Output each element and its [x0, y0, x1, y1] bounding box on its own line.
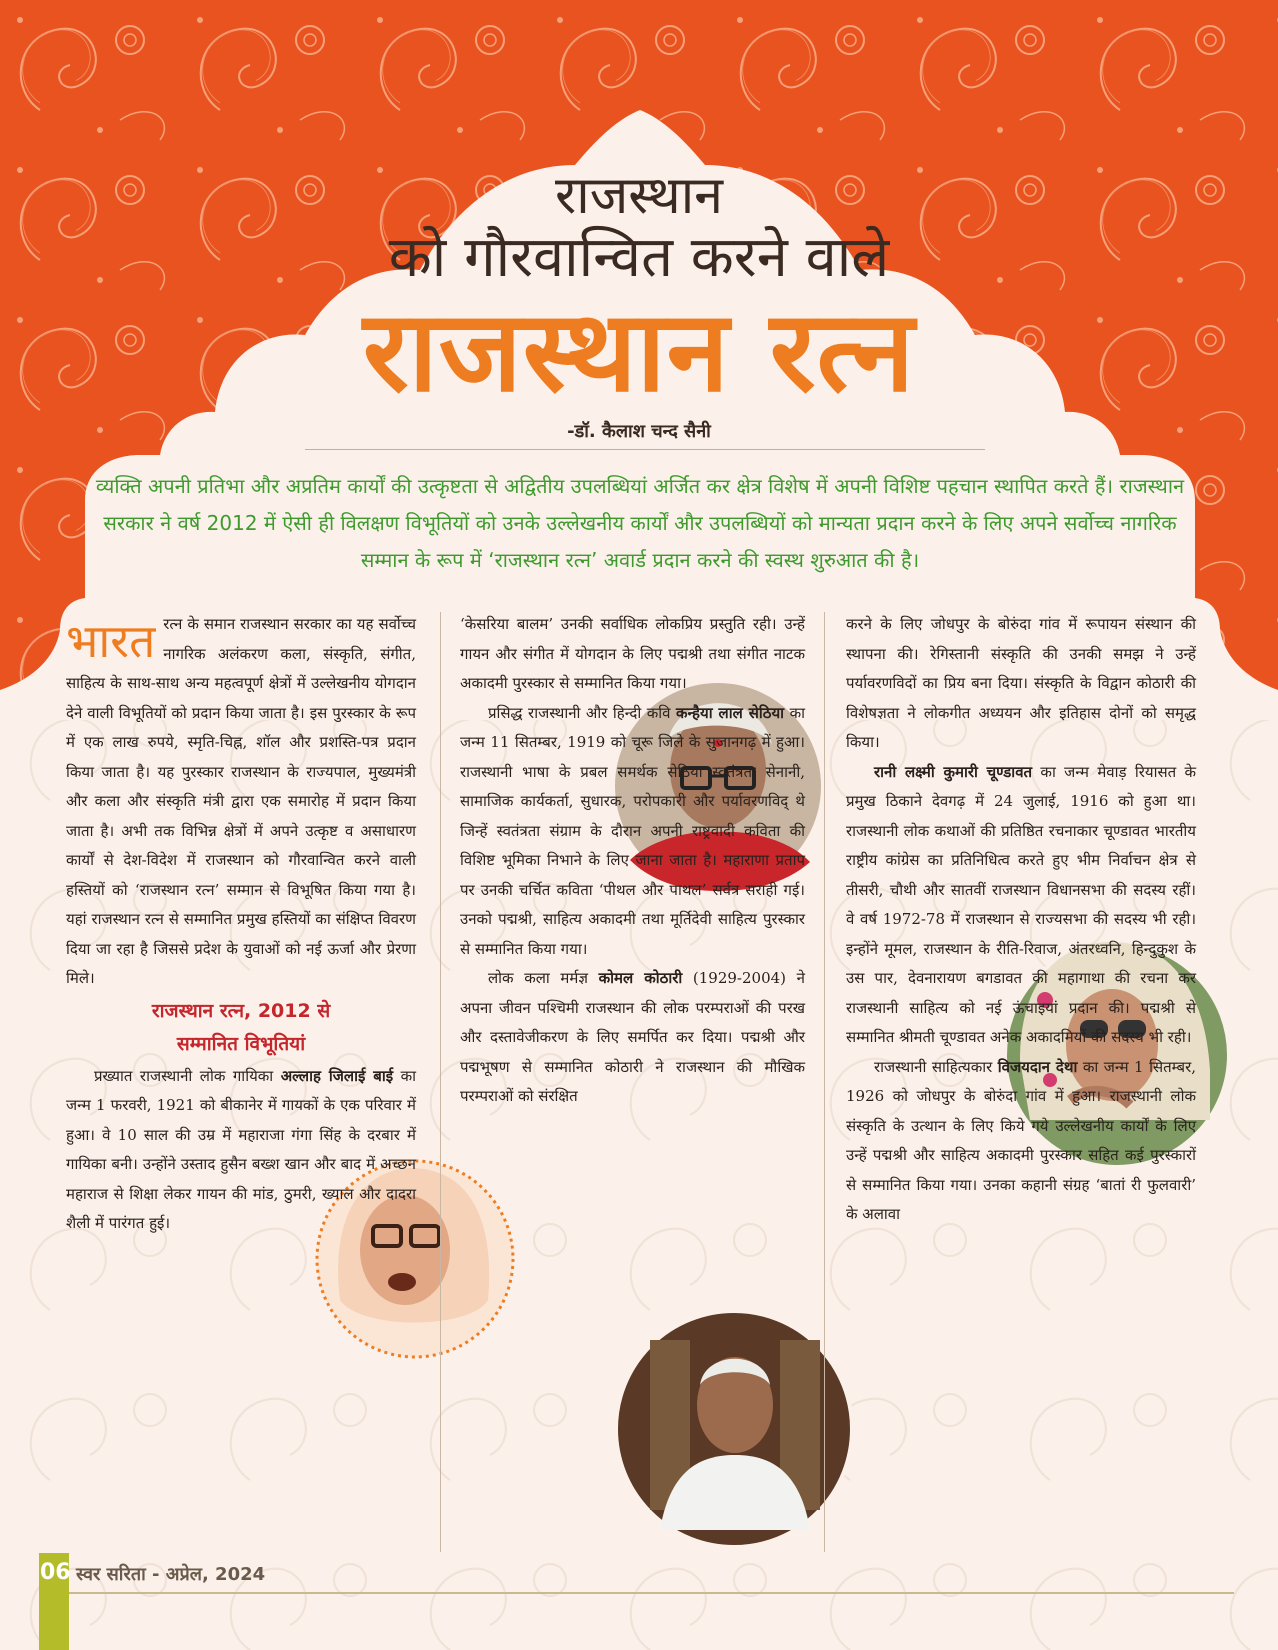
col2-para-3-text: (1929-2004) ने अपना जीवन पश्चिमी राजस्थान की लोक परम्पराओं की परख और दस्तावेजीकरण के लिए समर्पित कर दिया। पद्मश्री और पद्मभूषण से सम्मानित कोठारी ने राजस्थान की मौखिक परम्पराओं को संरक्षित — [460, 969, 805, 1105]
col1-para-2-intro: प्रख्यात राजस्थानी लोक गायिका — [94, 1066, 274, 1085]
col2-para-2-text: का जन्म 11 सितम्बर, 1919 को चूरू जिले के सुजानगढ़ में हुआ। राजस्थानी भाषा के प्रबल समर्थक सेठिया स्वतंत्रता सेनानी, सामाजिक कार्यकर्ता, सुधारक, परोपकारी और पर्यावरणविद् थे जिन्हें स्वतंत्रता संग्राम के दौरान अपनी राष्ट्रवादी कविता की विशिष्ट भूमिका निभाने के लिए जाना जाता है। महाराणा प्रताप पर उनकी चर्चित कविता ‘पीथल और पाथल’ सर्वत्र सराही गई। उनको पद्मश्री, साहित्य अकादमी तथा मूर्तिदेवी साहित्य पुरस्कार से सम्मानित किया गया। — [460, 703, 805, 958]
col1-para-1-text: रत्न के समान राजस्थान सरकार का यह सर्वोच्च नागरिक अलंकरण कला, संस्कृति, संगीत, साहित्य के साथ-साथ अन्य महत्वपूर्ण क्षेत्रों में उल्लेखनीय योगदान देने वाली विभूतियों को प्रदान किया जाता है। इस पुरस्कार के रूप में एक लाख रुपये, स्मृति-चिह्न, शॉल और प्रशस्ति-पत्र प्रदान किया जाता है। यह पुरस्कार राजस्थान के राज्यपाल, मुख्यमंत्री और कला और संस्कृति मंत्री द्वारा एक समारोह में प्रदान किया जाता है। अभी तक विभिन्न क्षेत्रों में अपने उत्कृष्ट व असाधारण कार्यों से देश-विदेश में राजस्थान को गौरवान्वित करने वाली हस्तियों को ‘राजस्थान रत्न’ सम्मान से विभूषित किया गया है। यहां राजस्थान रत्न से सम्मानित प्रमुख हस्तियों का संक्षिप्त विवरण दिया जा रहा है जिससे प्रदेश के युवाओं को नई ऊर्जा और प्रेरणा मिले। — [66, 615, 416, 987]
column-divider-2 — [824, 612, 825, 1552]
name-allah-jilai-bai: अल्लाह जिलाई बाई — [280, 1066, 394, 1085]
footer-rule — [69, 1592, 1234, 1594]
col3-para-1: करने के लिए जोधपुर के बोरुंदा गांव में रूपायन संस्थान की स्थापना की। रेगिस्तानी संस्कृति की उनकी समझ ने उन्हें पर्यावरणविदों का प्रिय बना दिया। संस्कृति के विद्वान कोठारी की विशेषज्ञता ने लोकगीत अध्ययन और इतिहास दोनों को समृद्ध किया। — [846, 615, 1196, 751]
col2-para-1: ‘केसरिया बालम’ उनकी सर्वाधिक लोकप्रिय प्रस्तुति रही। उन्हें गायन और संगीत में योगदान के लिए पद्मश्री तथा संगीत नाटक अकादमी पुरस्कार से सम्मानित किया गया। — [460, 615, 805, 692]
title-line-2: को गौरवान्वित करने वाले — [388, 225, 890, 290]
col2-para-3-intro: लोक कला मर्मज्ञ — [488, 969, 588, 987]
author-byline: -डॉ. कैलाश चन्द सैनी — [567, 421, 711, 442]
col3-para-2 — [846, 758, 1196, 1053]
column-1 — [66, 610, 416, 1239]
col1-para-1 — [66, 610, 416, 994]
title-line-1: राजस्थान — [554, 166, 724, 226]
col2-para-2-intro: प्रसिद्ध राजस्थानी और हिन्दी कवि — [488, 703, 671, 722]
column-3 — [846, 610, 1196, 1230]
col3-para-3 — [846, 1053, 1196, 1230]
footer-publication: स्वर सरिता - अप्रेल, 2024 — [76, 1564, 266, 1585]
col2-para-3 — [460, 964, 805, 1112]
col3-para-2-text: का जन्म मेवाड़ रियासत के प्रमुख ठिकाने देवगढ़ में 24 जुलाई, 1916 को हुआ था। राजस्थानी लोक कथाओं की प्रतिष्ठित रचनाकार चूण्डावत भारतीय राष्ट्रीय कांग्रेस का प्रतिनिधित्व करते हुए भीम निर्वाचन क्षेत्र से तीसरी, चौथी और सातवीं राजस्थान विधानसभा की सदस्य रहीं। वे वर्ष 1972-78 में राजस्थान से राज्यसभा की सदस्य भी रही। इन्होंने मूमल, राजस्थान के रीति-रिवाज, अंतरध्वनि, हिन्दुकुश के उस पार, देवनारायण बगडावत की महागाथा की रचना कर राजस्थानी साहित्य को नई ऊंचाइयां प्रदान की। पद्मश्री से सम्मानित श्रीमती चूण्डावत अनेक अकादमियों की सदस्य भी रही। — [846, 762, 1196, 1046]
col3-para-3-intro: राजस्थानी साहित्यकार — [874, 1057, 993, 1076]
portrait-komal-kothari — [616, 1311, 852, 1547]
name-rani-laxmi-kumari-chundawat: रानी लक्ष्मी कुमारी चूण्डावत — [874, 762, 1033, 781]
title-divider — [305, 449, 985, 450]
col3-para-3-text: का जन्म 1 सितम्बर, 1926 को जोधपुर के बोरुंदा गांव में हुआ। राजस्थानी लोक संस्कृति के उत्थान के लिए किये गये उल्लेखनीय कार्यों के लिए उन्हें पद्मश्री और साहित्य अकादमी पुरस्कार सहित कई पुरस्कारों से सम्मानित किया गया। उनका कहानी संग्रह ‘बातां री फुलवारी’ के अलावा — [846, 1057, 1196, 1223]
col1-para-2 — [66, 1062, 416, 1239]
section-heading-line-2: सम्मानित विभूतियां — [176, 1032, 306, 1055]
name-kanhaiya-lal-sethia: कन्हैया लाल सेठिया — [676, 703, 785, 722]
section-heading-line-1: राजस्थान रत्न, 2012 से — [151, 999, 331, 1022]
column-2 — [460, 610, 805, 1112]
drop-cap: भारत — [66, 614, 156, 668]
intro-paragraph: व्यक्ति अपनी प्रतिभा और अप्रतिम कार्यों की उत्कृष्टता से अद्वितीय उपलब्धियां अर्जित कर क्षेत्र विशेष में अपनी विशिष्ट पहचान स्थापित करते हैं। राजस्थान सरकार ने वर्ष 2012 में ऐसी ही विलक्षण विभूतियों को उनके उल्लेखनीय कार्यों और उपलब्धियों को मान्यता प्रदान करने के लिए अपने सर्वोच्च नागरिक सम्मान के रूप में ‘राजस्थान रत्न’ अवार्ड प्रदान करने की स्वस्थ शुरुआत की है। — [95, 474, 1185, 572]
col1-para-2-text: का जन्म 1 फरवरी, 1921 को बीकानेर में गायकों के एक परिवार में हुआ। वे 10 साल की उम्र में महाराजा गंगा सिंह के दरबार में गायिका बनी। उन्होंने उस्ताद हुसैन बख्श खान और बाद में अच्छन महाराज से शिक्षा लेकर गायन की मांड, ठुमरी, ख्याल और दादरा शैली में पारंगत हुई। — [66, 1066, 416, 1232]
column-divider-1 — [440, 612, 441, 1552]
page-number: 06 — [40, 1560, 71, 1585]
name-vijaydan-detha: विजयदान देथा — [997, 1057, 1078, 1076]
col2-para-2 — [460, 699, 805, 965]
main-title: राजस्थान रत्न — [362, 287, 916, 417]
name-komal-kothari: कोमल कोठारी — [598, 969, 683, 987]
